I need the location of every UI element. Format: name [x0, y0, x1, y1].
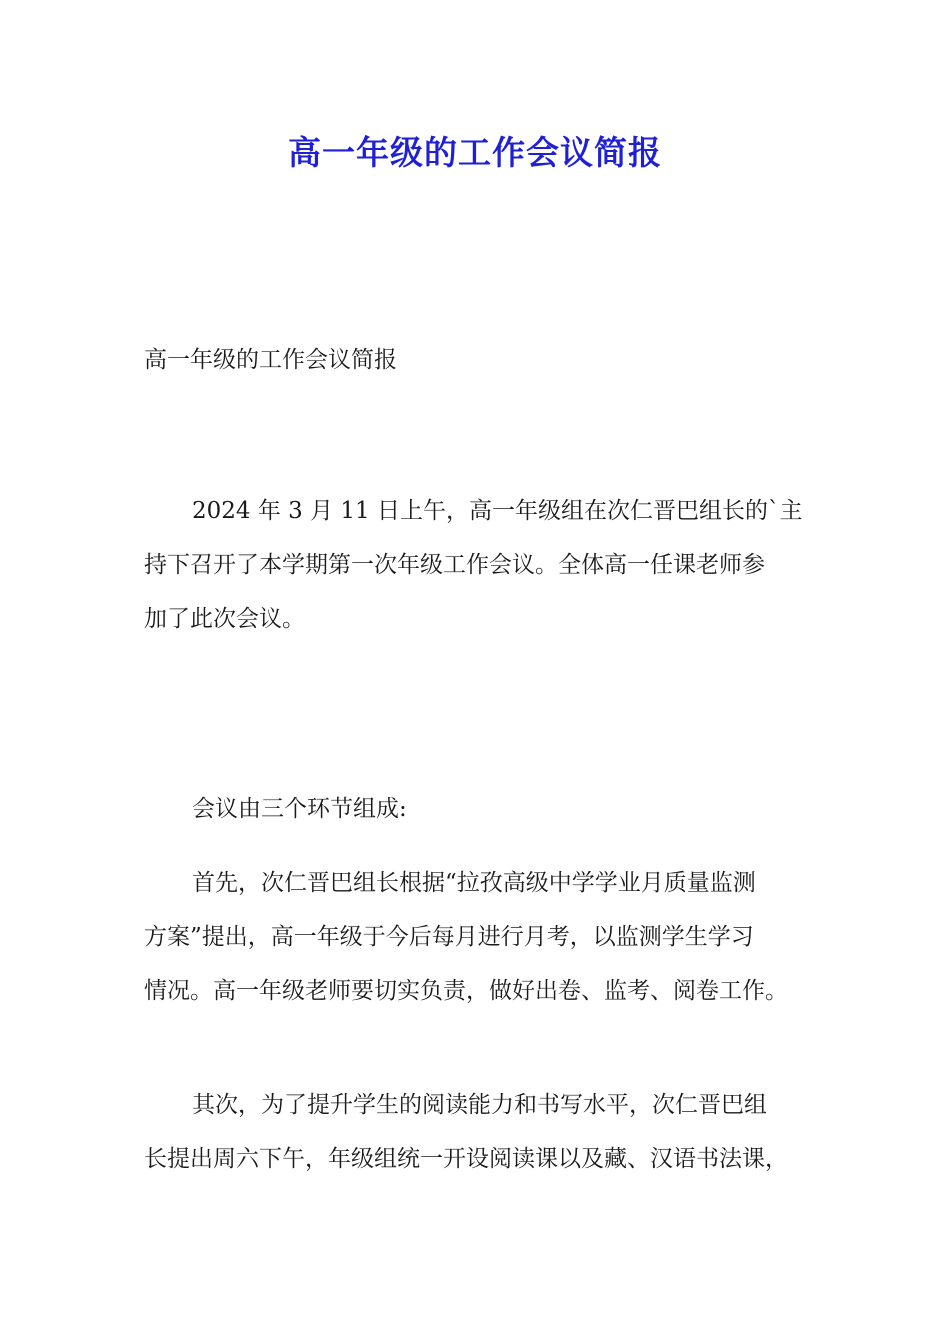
document-subtitle: 高一年级的工作会议简报: [144, 347, 397, 373]
paragraph-4: [144, 1078, 809, 1186]
paragraph-1: [144, 484, 809, 646]
paragraph-3: [144, 856, 809, 1018]
paragraph-line: 其次，为了提升学生的阅读能力和书写水平，次仁晋巴组: [192, 1092, 767, 1118]
paragraph-2: [144, 782, 809, 836]
paragraph-line: 会议由三个环节组成:: [192, 796, 407, 822]
paragraph-line: 首先，次仁晋巴组长根据“拉孜高级中学学业月质量监测: [192, 870, 756, 896]
paragraph-line: 方案”提出，高一年级于今后每月进行月考，以监测学生学习: [144, 924, 754, 950]
document-title: 高一年级的工作会议简报: [288, 133, 662, 172]
paragraph-line: 长提出周六下午，年级组统一开设阅读课以及藏、汉语书法课，: [144, 1146, 788, 1172]
paragraph-line: 加了此次会议。: [144, 606, 305, 632]
paragraph-line: 2024 年 3 月 11 日上午，高一年级组在次仁晋巴组长的`主: [192, 498, 803, 524]
paragraph-line: 持下召开了本学期第一次年级工作会议。全体高一任课老师参: [144, 552, 765, 578]
paragraph-line: 情况。高一年级老师要切实负责，做好出卷、监考、阅卷工作。: [144, 978, 788, 1004]
